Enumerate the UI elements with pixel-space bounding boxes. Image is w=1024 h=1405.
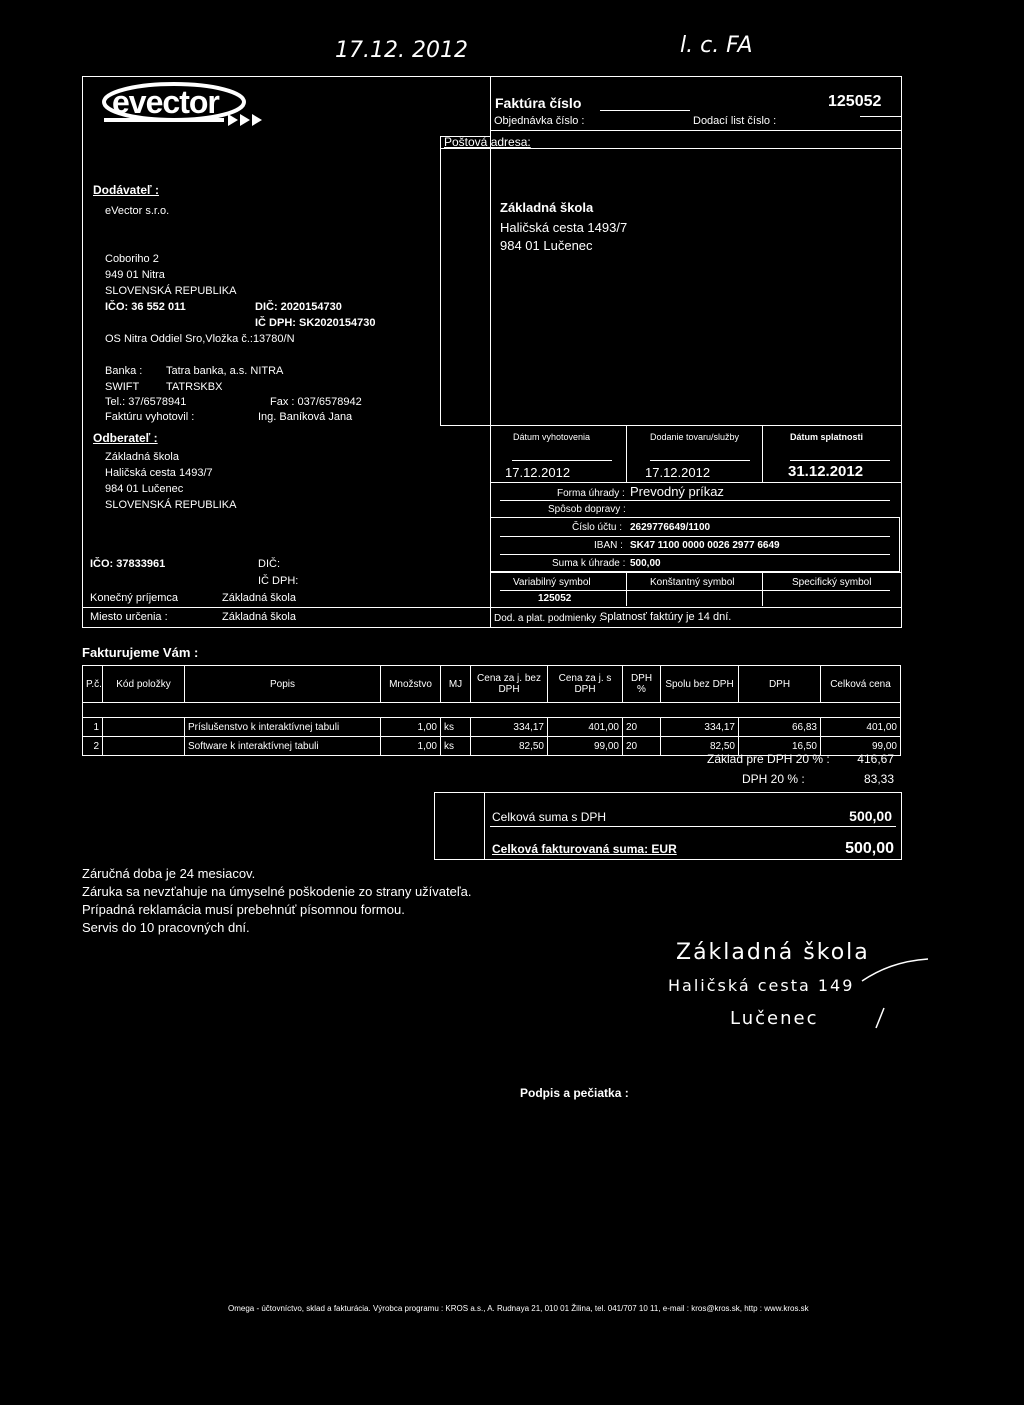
- due-date: 31.12.2012: [788, 463, 864, 480]
- final-recipient-label: Konečný príjemca: [90, 592, 179, 604]
- col-grand: Celková cena: [821, 666, 901, 703]
- payment-method: Prevodný príkaz: [630, 484, 724, 499]
- vat-base: 416,67: [857, 752, 894, 766]
- customer-icdph-label: IČ DPH:: [258, 575, 299, 587]
- payment-method-label: Forma úhrady :: [557, 488, 625, 499]
- supplier-fax: Fax : 037/6578942: [270, 396, 362, 408]
- stamp-line2: Haličská cesta 149: [668, 976, 855, 995]
- item-qty: 1,00: [381, 718, 441, 737]
- handwritten-date: 17.12. 2012: [335, 38, 468, 63]
- customer-country: SLOVENSKÁ REPUBLIKA: [105, 499, 237, 511]
- col-desc: Popis: [185, 666, 381, 703]
- swift-code: TATRSKBX: [166, 381, 223, 393]
- amount-due: 500,00: [630, 558, 661, 569]
- item-pc: 2: [83, 737, 103, 756]
- terms-text: Splatnosť faktúry je 14 dní.: [600, 611, 732, 623]
- signature-label: Podpis a pečiatka :: [520, 1086, 629, 1100]
- signature-slash-icon: [872, 1006, 888, 1030]
- item-unit: ks: [441, 718, 471, 737]
- footer-text: Omega - účtovníctvo, sklad a fakturácia. Výrobca programu : KROS a.s., A. Rudnaya 21, 010 01 Žilina, tel. 041/707 10 11, e-mail : kros@kros.sk, http : www.kros.sk: [228, 1304, 809, 1313]
- destination-value: Základná škola: [222, 611, 296, 623]
- invoice-title: Faktúra číslo: [495, 95, 582, 111]
- customer-name: Základná škola: [105, 451, 179, 463]
- grand-total: 500,00: [845, 840, 894, 857]
- recipient-city: 984 01 Lučenec: [500, 238, 593, 253]
- note-service: Servis do 10 pracovných dní.: [82, 920, 250, 935]
- note-exclusion: Záruka sa nevzťahuje na úmyselné poškodenie zo strany užívateľa.: [82, 884, 472, 899]
- due-date-label: Dátum splatnosti: [790, 432, 864, 442]
- bank-label: Banka :: [105, 365, 143, 377]
- item-vat: 66,83: [739, 718, 821, 737]
- invoice-number: 125052: [828, 93, 882, 110]
- variable-symbol-label: Variabilný symbol: [513, 577, 591, 588]
- col-price-vat: Cena za j. s DPH: [548, 666, 623, 703]
- col-vat: DPH: [739, 666, 821, 703]
- items-table: [82, 665, 901, 756]
- vat-label: DPH 20 % :: [742, 772, 805, 786]
- item-rate: 20: [623, 737, 661, 756]
- signature-stroke-icon: [860, 955, 930, 985]
- customer-city: 984 01 Lučenec: [105, 483, 184, 495]
- item-grand: 99,00: [821, 737, 901, 756]
- variable-symbol: 125052: [538, 593, 572, 604]
- item-rate: 20: [623, 718, 661, 737]
- stamp-line1: Základná škola: [676, 940, 870, 965]
- item-code: [103, 737, 185, 756]
- handwritten-note: l. c. FA: [680, 33, 753, 58]
- item-price-vat: 99,00: [548, 737, 623, 756]
- delivery-date: 17.12.2012: [645, 465, 711, 480]
- item-qty: 1,00: [381, 737, 441, 756]
- customer-heading: Odberateľ :: [93, 431, 158, 445]
- item-unit: ks: [441, 737, 471, 756]
- iban-number: SK47 1100 0000 0026 2977 6649: [630, 540, 780, 551]
- col-price: Cena za j. bez DPH: [471, 666, 548, 703]
- total-with-vat: 500,00: [849, 808, 892, 824]
- col-pc: P.č.: [83, 666, 103, 703]
- iban-label: IBAN :: [594, 540, 623, 551]
- delivery-note-label: Dodací list číslo :: [693, 115, 777, 127]
- item-desc: Software k interaktívnej tabuli: [185, 737, 381, 756]
- constant-symbol-label: Konštantný symbol: [650, 577, 735, 588]
- item-desc: Príslušenstvo k interaktívnej tabuli: [185, 718, 381, 737]
- note-warranty: Záručná doba je 24 mesiacov.: [82, 866, 256, 881]
- customer-ico: IČO: 37833961: [90, 558, 166, 570]
- col-rate: DPH %: [623, 666, 661, 703]
- supplier-dic: DIČ: 2020154730: [255, 301, 342, 313]
- item-grand: 401,00: [821, 718, 901, 737]
- item-code: [103, 718, 185, 737]
- total-with-vat-label: Celková suma s DPH: [492, 810, 607, 824]
- stamp-line3: Lučenec: [730, 1008, 819, 1029]
- swift-label: SWIFT: [105, 381, 140, 393]
- items-heading: Fakturujeme Vám :: [82, 645, 199, 660]
- supplier-tel: Tel.: 37/6578941: [105, 396, 187, 408]
- recipient-name: Základná škola: [500, 200, 594, 215]
- issued-by-name: Ing. Baníková Jana: [258, 411, 353, 423]
- col-code: Kód položky: [103, 666, 185, 703]
- supplier-register: OS Nitra Oddiel Sro,Vložka č.:13780/N: [105, 333, 295, 345]
- item-pc: 1: [83, 718, 103, 737]
- account-label: Číslo účtu :: [572, 522, 623, 533]
- delivery-date-label: Dodanie tovaru/služby: [650, 432, 740, 442]
- item-price: 82,50: [471, 737, 548, 756]
- vat-amount: 83,33: [863, 772, 894, 786]
- account-number: 2629776649/1100: [630, 522, 711, 533]
- final-recipient-value: Základná škola: [222, 592, 296, 604]
- grand-total-label: Celková fakturovaná suma: EUR: [492, 842, 677, 856]
- recipient-street: Haličská cesta 1493/7: [500, 220, 628, 235]
- item-total: 82,50: [661, 737, 739, 756]
- postal-address-label: Poštová adresa:: [444, 135, 531, 149]
- vat-base-label: Základ pre DPH 20 % :: [707, 752, 830, 766]
- item-price-vat: 401,00: [548, 718, 623, 737]
- transport-label: Spôsob dopravy :: [548, 504, 626, 515]
- issue-date: 17.12.2012: [505, 465, 571, 480]
- supplier-ico: IČO: 36 552 011: [105, 301, 186, 313]
- bank-name: Tatra banka, a.s. NITRA: [166, 365, 284, 377]
- destination-label: Miesto určenia :: [90, 611, 168, 623]
- supplier-street: Coboriho 2: [105, 253, 159, 265]
- note-complaint: Prípadná reklamácia musí prebehnúť písomnou formou.: [82, 902, 405, 917]
- supplier-icdph: IČ DPH: SK2020154730: [255, 317, 376, 329]
- supplier-heading: Dodávateľ :: [93, 183, 159, 197]
- terms-label: Dod. a plat. podmienky :: [494, 613, 602, 624]
- amount-due-label: Suma k úhrade :: [552, 558, 626, 569]
- supplier-name: eVector s.r.o.: [105, 205, 170, 217]
- specific-symbol-label: Specifický symbol: [792, 577, 872, 588]
- item-vat: 16,50: [739, 737, 821, 756]
- order-label: Objednávka číslo :: [494, 115, 585, 127]
- logo-text: evector: [112, 84, 219, 120]
- issued-by-label: Faktúru vyhotovil :: [105, 411, 195, 423]
- col-unit: MJ: [441, 666, 471, 703]
- supplier-city: 949 01 Nitra: [105, 269, 165, 281]
- issue-date-label: Dátum vyhotovenia: [513, 432, 591, 442]
- table-row: [83, 718, 901, 737]
- customer-street: Haličská cesta 1493/7: [105, 467, 213, 479]
- item-total: 334,17: [661, 718, 739, 737]
- items-header-row: [83, 666, 901, 703]
- customer-dic-label: DIČ:: [258, 558, 280, 570]
- supplier-country: SLOVENSKÁ REPUBLIKA: [105, 285, 237, 297]
- col-qty: Množstvo: [381, 666, 441, 703]
- col-total: Spolu bez DPH: [661, 666, 739, 703]
- item-price: 334,17: [471, 718, 548, 737]
